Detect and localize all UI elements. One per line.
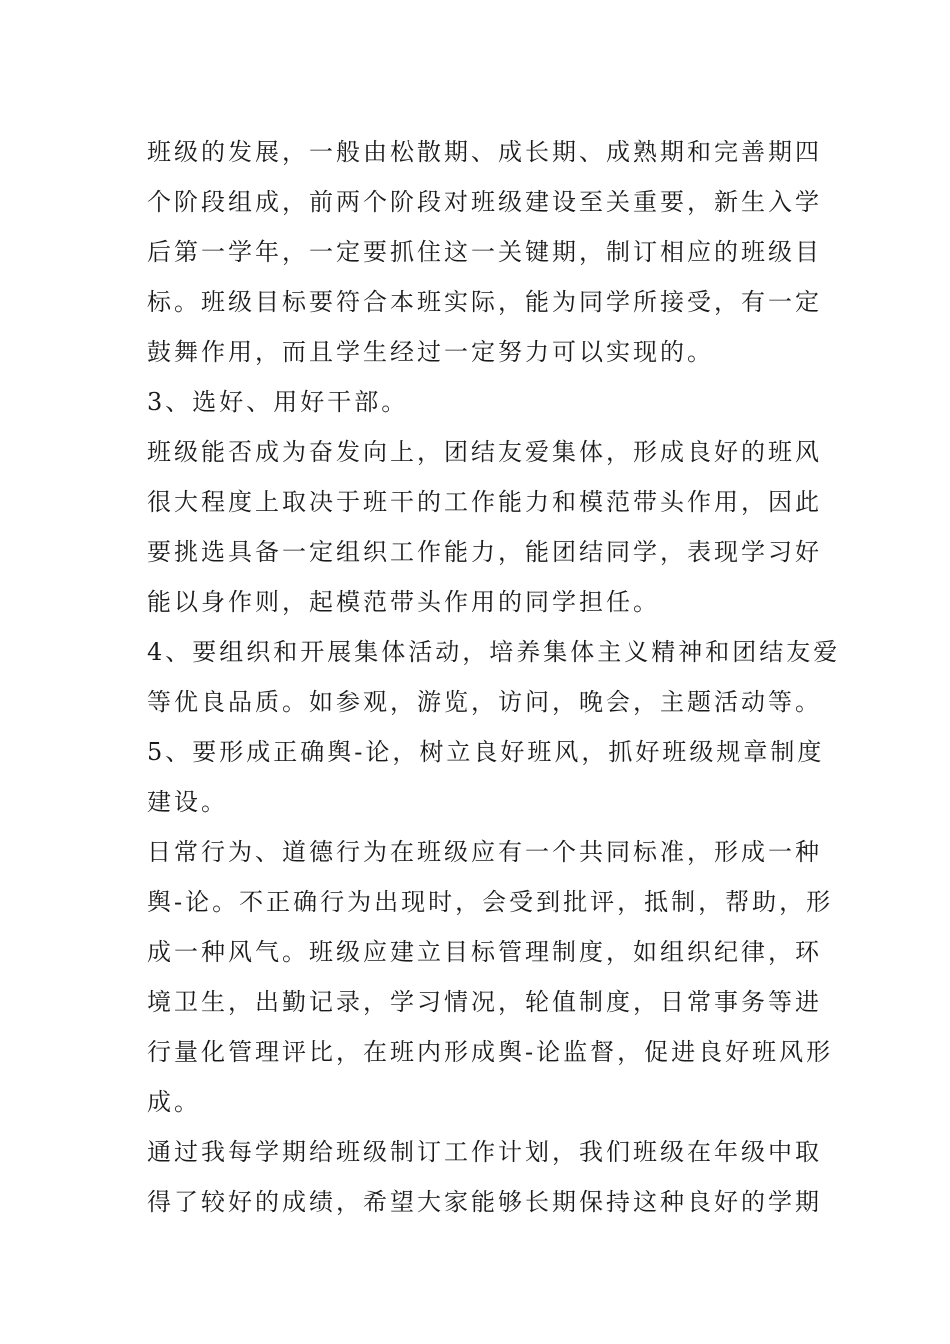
text-line: 境卫生，出勤记录，学习情况，轮值制度，日常事务等进: [147, 988, 822, 1016]
text-line: 能以身作则，起模范带头作用的同学担任。: [147, 588, 660, 616]
text-line: 鼓舞作用，而且学生经过一定努力可以实现的。: [147, 338, 714, 366]
text-line: 舆-论。不正确行为出现时，会受到批评，抵制，帮助，形: [147, 888, 834, 916]
section-heading: 4、要组织和开展集体活动，培养集体主义精神和团结友爱: [147, 638, 841, 666]
text-line: 标。班级目标要符合本班实际，能为同学所接受，有一定: [147, 288, 822, 316]
text-line: 后第一学年，一定要抓住这一关键期，制订相应的班级目: [147, 238, 822, 266]
text-line: 班级的发展，一般由松散期、成长期、成熟期和完善期四: [147, 138, 822, 166]
section-heading: 3、选好、用好干部。: [147, 388, 409, 416]
document-body: [147, 127, 841, 1227]
section-heading: 5、要形成正确舆-论，树立良好班风，抓好班级规章制度: [147, 738, 825, 766]
text-line: 得了较好的成绩，希望大家能够长期保持这种良好的学期: [147, 1188, 822, 1216]
text-line: 要挑选具备一定组织工作能力，能团结同学，表现学习好: [147, 538, 822, 566]
text-line: 班级能否成为奋发向上，团结友爱集体，形成良好的班风: [147, 438, 822, 466]
text-line: 通过我每学期给班级制订工作计划，我们班级在年级中取: [147, 1138, 822, 1166]
text-line: 成一种风气。班级应建立目标管理制度，如组织纪律，环: [147, 938, 822, 966]
text-line: 建设。: [147, 788, 228, 816]
text-line: 行量化管理评比，在班内形成舆-论监督，促进良好班风形: [147, 1038, 834, 1066]
text-line: 很大程度上取决于班干的工作能力和模范带头作用，因此: [147, 488, 822, 516]
text-line: 成。: [147, 1088, 201, 1116]
text-line: 个阶段组成，前两个阶段对班级建设至关重要，新生入学: [147, 188, 822, 216]
text-line: 日常行为、道德行为在班级应有一个共同标准，形成一种: [147, 838, 822, 866]
text-line: 等优良品质。如参观，游览，访问，晚会，主题活动等。: [147, 688, 822, 716]
